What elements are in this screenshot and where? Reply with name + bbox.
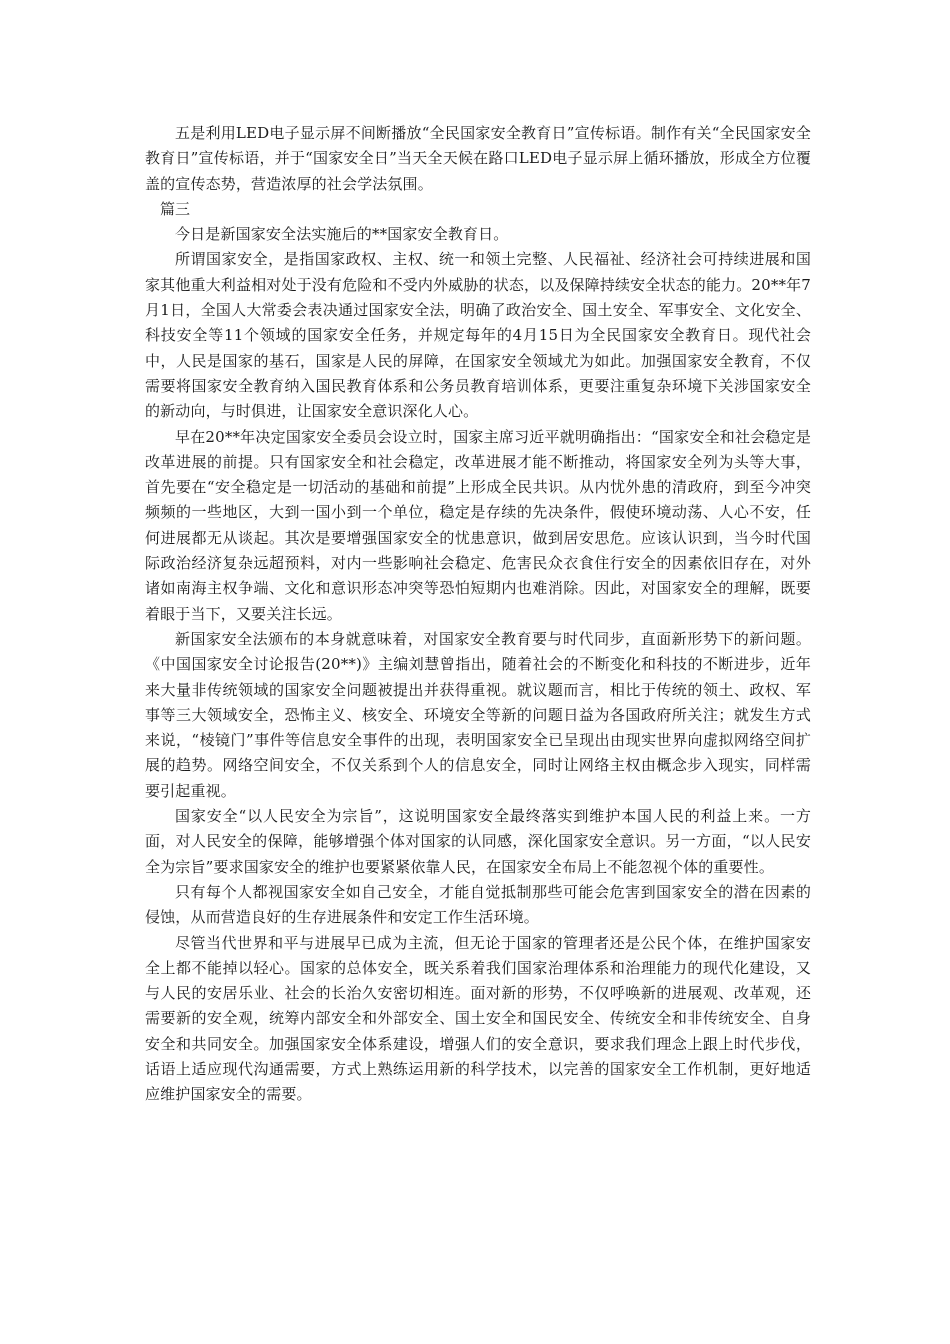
document-page <box>145 121 811 1108</box>
paragraph-intro: 今日是新国家安全法实施后的**国家安全教育日。 <box>175 225 509 244</box>
paragraph-people-security: 国家安全“以人民安全为宗旨”，这说明国家安全最终落实到维护本国人民的利益上来。一方面，对人民安全的保障，能够增强个体对国家的认同感，深化国家安全意识。另一方面，“以人民安全为宗旨”要求国家安全的维护也要紧紧依靠人民，在国家安全布局上不能忽视个体的重要性。 <box>145 807 811 876</box>
paragraph-stability: 早在20**年决定国家安全委员会设立时，国家主席习近平就明确指出：“国家安全和社会稳定是改革进展的前提。只有国家安全和社会稳定，改革进展才能不断推动，将国家安全列为头等大事，首先要在“安全稳定是一切活动的基础和前提”上形成全民共识。从内忧外患的清政府，到至今冲突频频的一些地区，大到一国小到一个单位，稳定是存续的先决条件，假使环境动荡、人心不安，任何进展都无从谈起。其次是要增强国家安全的忧患意识，做到居安思危。应该认识到，当今时代国际政治经济复杂远超预料，对内一些影响社会稳定、危害民众衣食住行安全的因素依旧存在，对外诸如南海主权争端、文化和意识形态冲突等恐怕短期内也难消除。因此，对国家安全的理解，既要着眼于当下，又要关注长远。 <box>145 427 811 623</box>
paragraph-led-display: 五是利用LED电子显示屏不间断播放“全民国家安全教育日”宣传标语。制作有关“全民国家安全教育日”宣传标语，并于“国家安全日”当天全天候在路口LED电子显示屏上循环播放，形成全方位覆盖的宣传态势，营造浓厚的社会学法氛围。 <box>145 124 811 193</box>
paragraph-conclusion: 尽管当代世界和平与进展早已成为主流，但无论于国家的管理者还是公民个体，在维护国家安全上都不能掉以轻心。国家的总体安全，既关系着我们国家治理体系和治理能力的现代化建设，又与人民的安居乐业、社会的长治久安密切相连。面对新的形势，不仅呼唤新的进展观、改革观，还需要新的安全观，统筹内部安全和外部安全、国土安全和国民安全、传统安全和非传统安全、自身安全和共同安全。加强国家安全体系建设，增强人们的安全意识，要求我们理念上跟上时代步伐，话语上适应现代沟通需要，方式上熟练运用新的科学技术，以完善的国家安全工作机制，更好地适应维护国家安全的需要。 <box>145 933 811 1104</box>
paragraph-definition: 所谓国家安全，是指国家政权、主权、统一和领土完整、人民福祉、经济社会可持续进展和国家其他重大利益相对处于没有危险和不受内外威胁的状态，以及保障持续安全状态的能力。20**年7月1日，全国人大常委会表决通过国家安全法，明确了政治安全、国土安全、军事安全、文化安全、科技安全等11个领域的国家安全任务，并规定每年的4月15日为全民国家安全教育日。现代社会中，人民是国家的基石，国家是人民的屏障，在国家安全领域尤为如此。加强国家安全教育，不仅需要将国家安全教育纳入国民教育体系和公务员教育培训体系，更要注重复杂环境下关涉国家安全的新动向，与时俱进，让国家安全意识深化人心。 <box>145 250 811 421</box>
paragraph-new-issues: 新国家安全法颁布的本身就意味着，对国家安全教育要与时代同步，直面新形势下的新问题。《中国国家安全讨论报告(20**)》主编刘慧曾指出，随着社会的不断变化和科技的不断进步，近年来大量非传统领域的国家安全问题被提出并获得重视。就议题而言，相比于传统的领土、政权、军事等三大领域安全，恐怖主义、核安全、环境安全等新的问题日益为各国政府所关注；就发生方式来说，“棱镜门”事件等信息安全事件的出现，表明国家安全已呈现出由现实世界向虚拟网络空间扩展的趋势。网络空间安全，不仅关系到个人的信息安全，同时让网络主权由概念步入现实，同样需要引起重视。 <box>145 629 811 800</box>
paragraph-individual: 只有每个人都视国家安全如自己安全，才能自觉抵制那些可能会危害到国家安全的潜在因素的侵蚀，从而营造良好的生存进展条件和安定工作生活环境。 <box>145 882 811 927</box>
section-heading-part-three: 篇三 <box>160 199 191 218</box>
